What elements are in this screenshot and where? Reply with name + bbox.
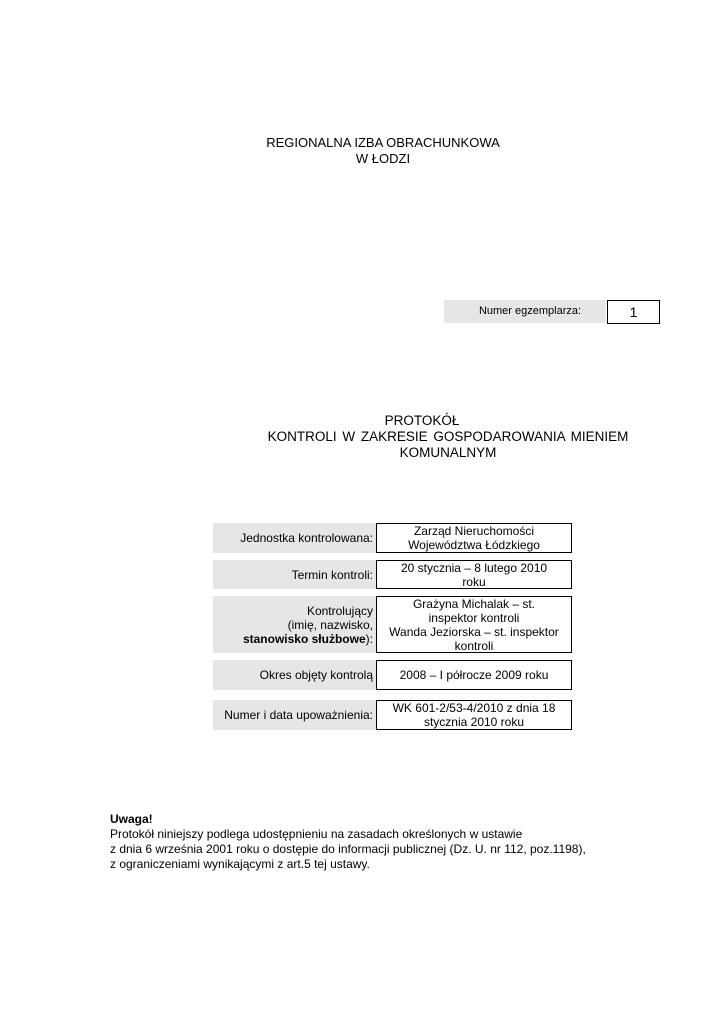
info-label: Jednostka kontrolowana: bbox=[213, 523, 376, 553]
info-label: Termin kontroli: bbox=[213, 560, 376, 589]
note-heading: Uwaga! bbox=[110, 812, 153, 826]
info-value: 20 stycznia – 8 lutego 2010 roku bbox=[376, 560, 572, 589]
institution-header bbox=[0, 135, 724, 167]
copy-number-label: Numer egzemplarza: bbox=[444, 300, 606, 323]
title-line-1: PROTOKÓŁ bbox=[384, 413, 460, 428]
institution-name: REGIONALNA IZBA OBRACHUNKOWA bbox=[266, 135, 500, 150]
disclosure-note bbox=[110, 812, 670, 872]
document-title bbox=[0, 413, 724, 461]
title-line-3: KOMUNALNYM bbox=[399, 445, 497, 460]
info-value: Zarząd Nieruchomości Województwa Łódzkiego bbox=[376, 523, 572, 553]
info-label: Numer i data upoważnienia: bbox=[213, 700, 376, 730]
info-label: Okres objęty kontrolą bbox=[213, 660, 376, 690]
info-value: Grażyna Michalak – st. inspektor kontroli Wanda Jeziorska – st. inspektor kontroli bbox=[376, 596, 572, 653]
note-line: Protokół niniejszy podlega udostępnieniu na zasadach określonych w ustawie bbox=[110, 827, 523, 841]
info-value: 2008 – I półrocze 2009 roku bbox=[376, 660, 572, 690]
copy-number-value: 1 bbox=[607, 300, 660, 324]
info-label: Kontrolujący (imię, nazwisko, stanowisko służbowe): bbox=[213, 596, 376, 653]
note-line: z ograniczeniami wynikającymi z art.5 tej ustawy. bbox=[110, 857, 370, 871]
institution-city: W ŁODZI bbox=[355, 151, 411, 166]
info-value: WK 601-2/53-4/2010 z dnia 18 stycznia 2010 roku bbox=[376, 700, 572, 730]
note-line: z dnia 6 września 2001 roku o dostępie do informacji publicznej (Dz. U. nr 112, poz.1198), bbox=[110, 842, 586, 856]
title-line-2: KONTROLI W ZAKRESIE GOSPODAROWANIA MIENIEM bbox=[267, 429, 629, 444]
